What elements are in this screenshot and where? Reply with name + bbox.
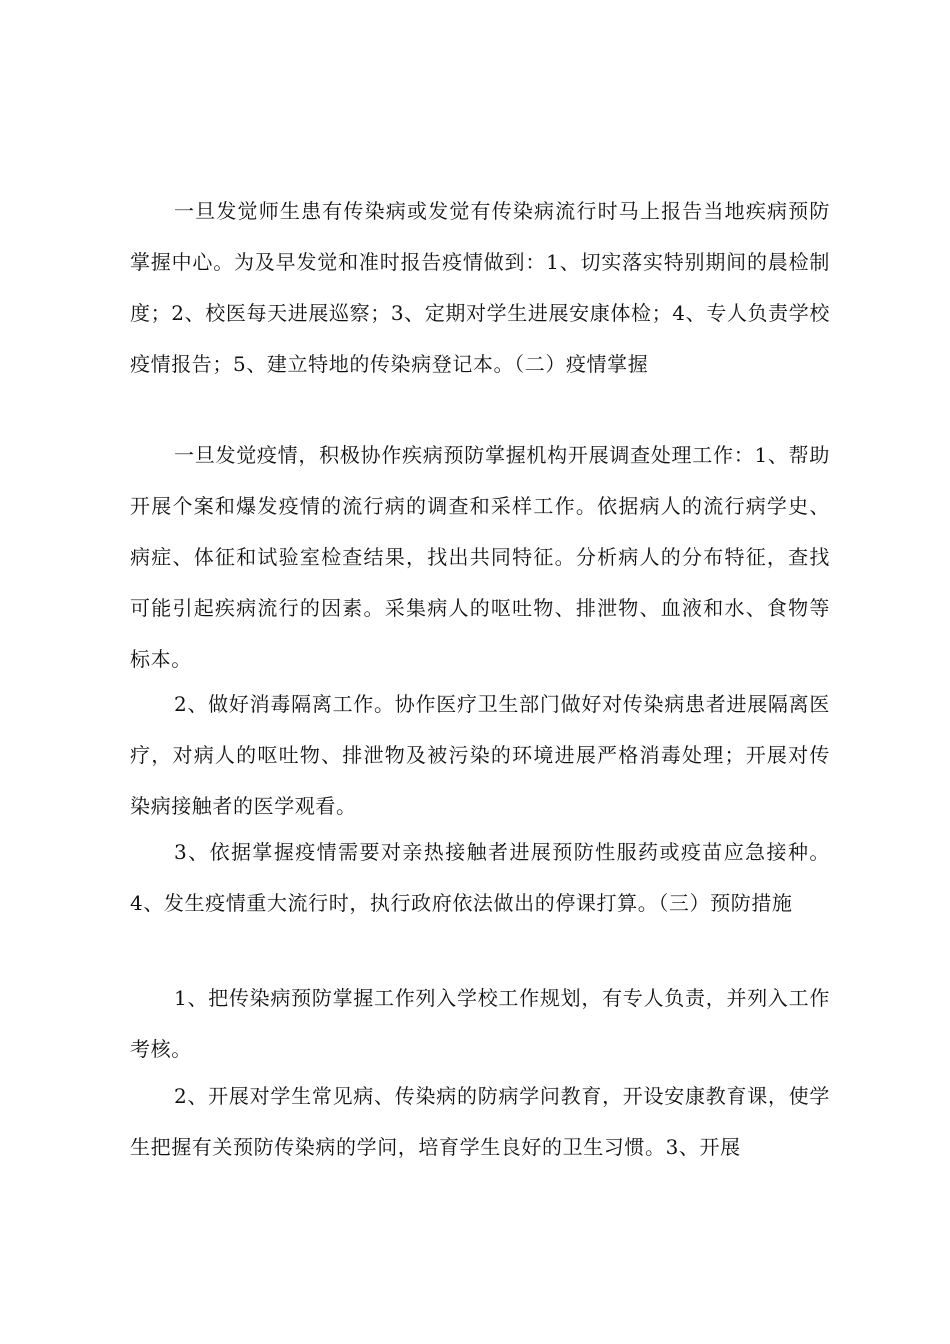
paragraph-disinfection: 2、做好消毒隔离工作。协作医疗卫生部门做好对传染病患者进展隔离医疗，对病人的呕吐物、排泄物及被污染的环境进展严格消毒处理；开展对传染病接触者的医学观看。	[130, 692, 830, 818]
paragraph-epidemic-control: 一旦发觉疫情，积极协作疾病预防掌握机构开展调查处理工作：1、帮助开展个案和爆发疫情的流行病的调查和采样工作。依据病人的流行病学史、病症、体征和试验室检查结果，找出共同特征。分析病人的分布特征，查找可能引起疾病流行的因素。采集病人的呕吐物、排泄物、血液和水、食物等标本。	[130, 443, 830, 671]
paragraph-report-procedure: 一旦发觉师生患有传染病或发觉有传染病流行时马上报告当地疾病预防掌握中心。为及早发觉和准时报告疫情做到：1、切实落实特别期间的晨检制度；2、校医每天进展巡察；3、定期对学生进展安康体检；4、专人负责学校疫情报告；5、建立特地的传染病登记本。（二）疫情掌握	[130, 199, 830, 376]
paragraph-health-education: 2、开展对学生常见病、传染病的防病学问教育，开设安康教育课，使学生把握有关预防传染病的学问，培育学生良好的卫生习惯。3、开展	[130, 1084, 830, 1159]
paragraph-work-planning: 1、把传染病预防掌握工作列入学校工作规划，有专人负责，并列入工作考核。	[130, 986, 830, 1061]
paragraph-emergency-vaccination: 3、依据掌握疫情需要对亲热接触者进展预防性服药或疫苗应急接种。4、发生疫情重大流行时，执行政府依法做出的停课打算。（三）预防措施	[130, 840, 830, 915]
